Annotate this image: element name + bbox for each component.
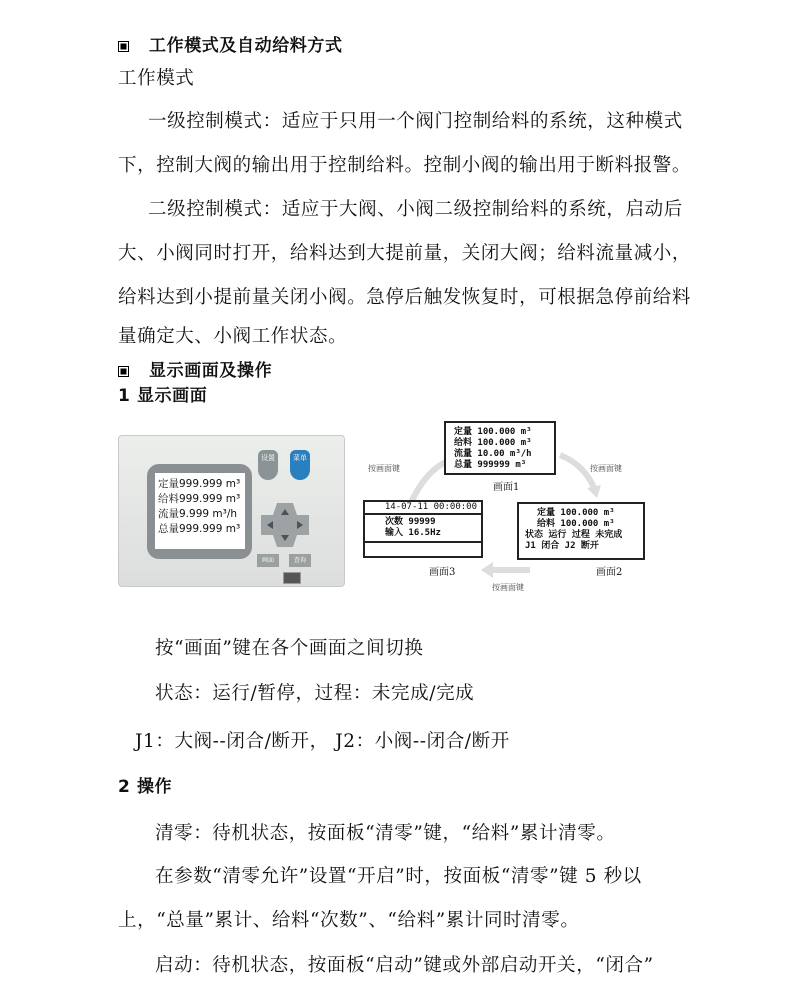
arrow-label: 按画面键 [590,464,622,473]
screen-button: 画面 [257,554,279,567]
screen-line: 总量 999999 m³ [454,460,527,470]
direction-pad-icon [259,501,311,549]
screen-3 [363,500,483,558]
screen-line: 输入 16.5Hz [365,528,481,543]
subheading: 1 显示画面 [118,386,208,406]
menu-button: 菜单 [290,450,310,480]
note-line: 状态：运行/暂停，过程：未完成/完成 [155,683,475,704]
paragraph-line: 启动：待机状态，按面板“启动”键或外部启动开关，“闭合” [155,955,654,976]
paragraph-line: 一级控制模式：适应于只用一个阀门控制给料的系统，这种模式 [148,111,683,132]
paragraph-line: 上，“总量”累计、给料“次数”、“给料”累计同时清零。 [118,910,580,931]
screen-caption: 画面2 [596,567,623,578]
lcd-line: 定量999.999 m³ [158,478,241,490]
screen-2 [517,502,645,560]
arrow-label: 按画面键 [492,583,524,592]
usb-port-icon [283,572,301,584]
lcd-bezel [147,464,252,559]
note-line: 按“画面”键在各个画面之间切换 [155,638,424,659]
screen-line: 给料 100.000 m³ [537,519,615,529]
section-heading [118,356,272,381]
paragraph-line: 二级控制模式：适应于大阀、小阀二级控制给料的系统，启动后 [148,199,683,220]
section-heading: 2 操作 [118,777,173,797]
screen-line: 定量 100.000 m³ [537,508,615,518]
screen-caption: 画面1 [493,482,520,493]
screen-line: J1 闭合 J2 断开 [525,541,599,551]
screen-line: 状态 运行 过程 未完成 [525,530,623,540]
lcd-line: 流量9.999 m³/h [158,508,238,520]
note-line: J1：大阀--闭合/断开， J2：小阀--闭合/断开 [135,731,510,752]
screen-line: 14-07-11 00:00:00 [365,502,481,515]
bullet-square-icon [118,366,129,377]
screen-line: 次数 99999 [385,517,436,527]
heading-text: 工作模式及自动给料方式 [149,36,343,56]
heading-text: 显示画面及操作 [149,361,273,381]
paragraph-line: 给料达到小提前量关闭小阀。急停后触发恢复时，可根据急停前给料 [118,287,692,308]
paragraph-line: 清零：待机状态，按面板“清零”键，“给料”累计清零。 [155,823,616,844]
set-button: 设置 [258,450,278,480]
screen-line: 流量 10.00 m³/h [454,449,532,459]
paragraph-line: 在参数“清零允许”设置“开启”时，按面板“清零”键 5 秒以 [155,866,642,887]
lcd-line: 给料999.999 m³ [158,493,241,505]
screen-line: 定量 100.000 m³ [454,427,532,437]
screen-1 [444,421,556,475]
bullet-square-icon [118,41,129,52]
arrow-label: 按画面键 [368,464,400,473]
device-photo [118,435,345,587]
lcd-line: 总量999.999 m³ [158,523,241,535]
paragraph-line: 量确定大、小阀工作状态。 [118,326,348,347]
subheading: 工作模式 [118,68,195,89]
lcd-screen [155,473,245,549]
section-heading [118,31,343,56]
screen-caption: 画面3 [429,567,456,578]
query-button: 查询 [289,554,311,567]
screen-line: 给料 100.000 m³ [454,438,532,448]
paragraph-line: 大、小阀同时打开，给料达到大提前量，关闭大阀；给料流量减小， [118,243,692,264]
paragraph-line: 下，控制大阀的输出用于控制给料。控制小阀的输出用于断料报警。 [118,155,692,176]
